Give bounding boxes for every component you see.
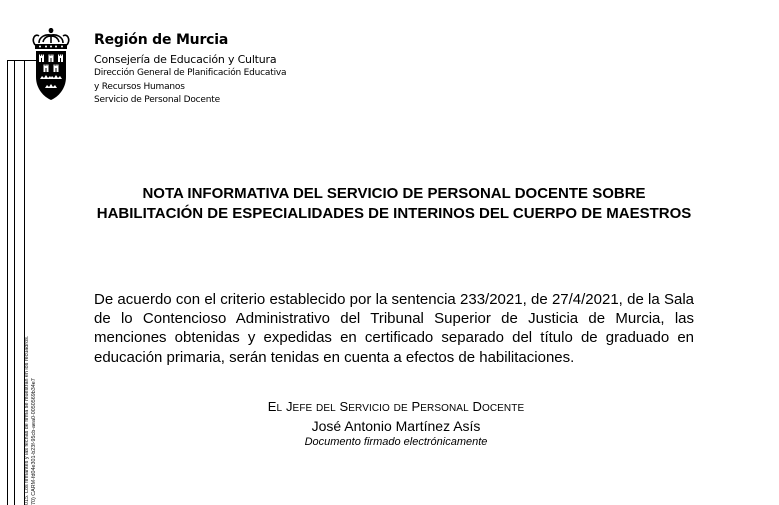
frame-inner-line (14, 60, 15, 505)
signature-name: José Antonio Martínez Asís (311, 418, 481, 434)
side-verification-text (24, 300, 38, 505)
side-text-line-2: 70) CARM-fd04e301-b23f-95cb-aea0-0050569b34e7 (31, 378, 37, 505)
direccion-line-2: y Recursos Humanos (94, 81, 185, 92)
signature-margin-frame (7, 60, 25, 505)
region-name: Región de Murcia (94, 32, 229, 48)
document-title: NOTA INFORMATIVA DEL SERVICIO DE PERSONAL DOCENTE SOBRE HABILITACIÓN DE ESPECIALIDADES DE INTERINOS DEL CUERPO DE MAESTROS (96, 185, 692, 222)
signature-note: Documento firmado electrónicamente (304, 436, 488, 448)
servicio-name: Servicio de Personal Docente (94, 95, 220, 105)
consejeria-name: Consejería de Educación y Cultura (94, 53, 277, 66)
direccion-line-1: Dirección General de Planificación Educativa (94, 68, 287, 78)
signature-title: EL JEFE DEL SERVICIO DE PERSONAL DOCENTE (267, 399, 525, 414)
institution-header (94, 31, 286, 108)
document-body: De acuerdo con el criterio establecido por la sentencia 233/2021, de 27/4/2021, de la Sala de lo Contencioso Administrativo del Tribunal Superior de Justicia de Murcia, las menciones obtenidas y expedidas en certificado separado del título de graduado en educación primaria, serán tenidas en cuenta a efectos de habilitaciones. (94, 291, 694, 366)
signature-block (196, 398, 596, 450)
side-text-line-1: 015. Los firmantes y las fechas de firma se muestran en los recuadros. (24, 335, 30, 505)
coat-of-arms-icon (29, 27, 73, 109)
